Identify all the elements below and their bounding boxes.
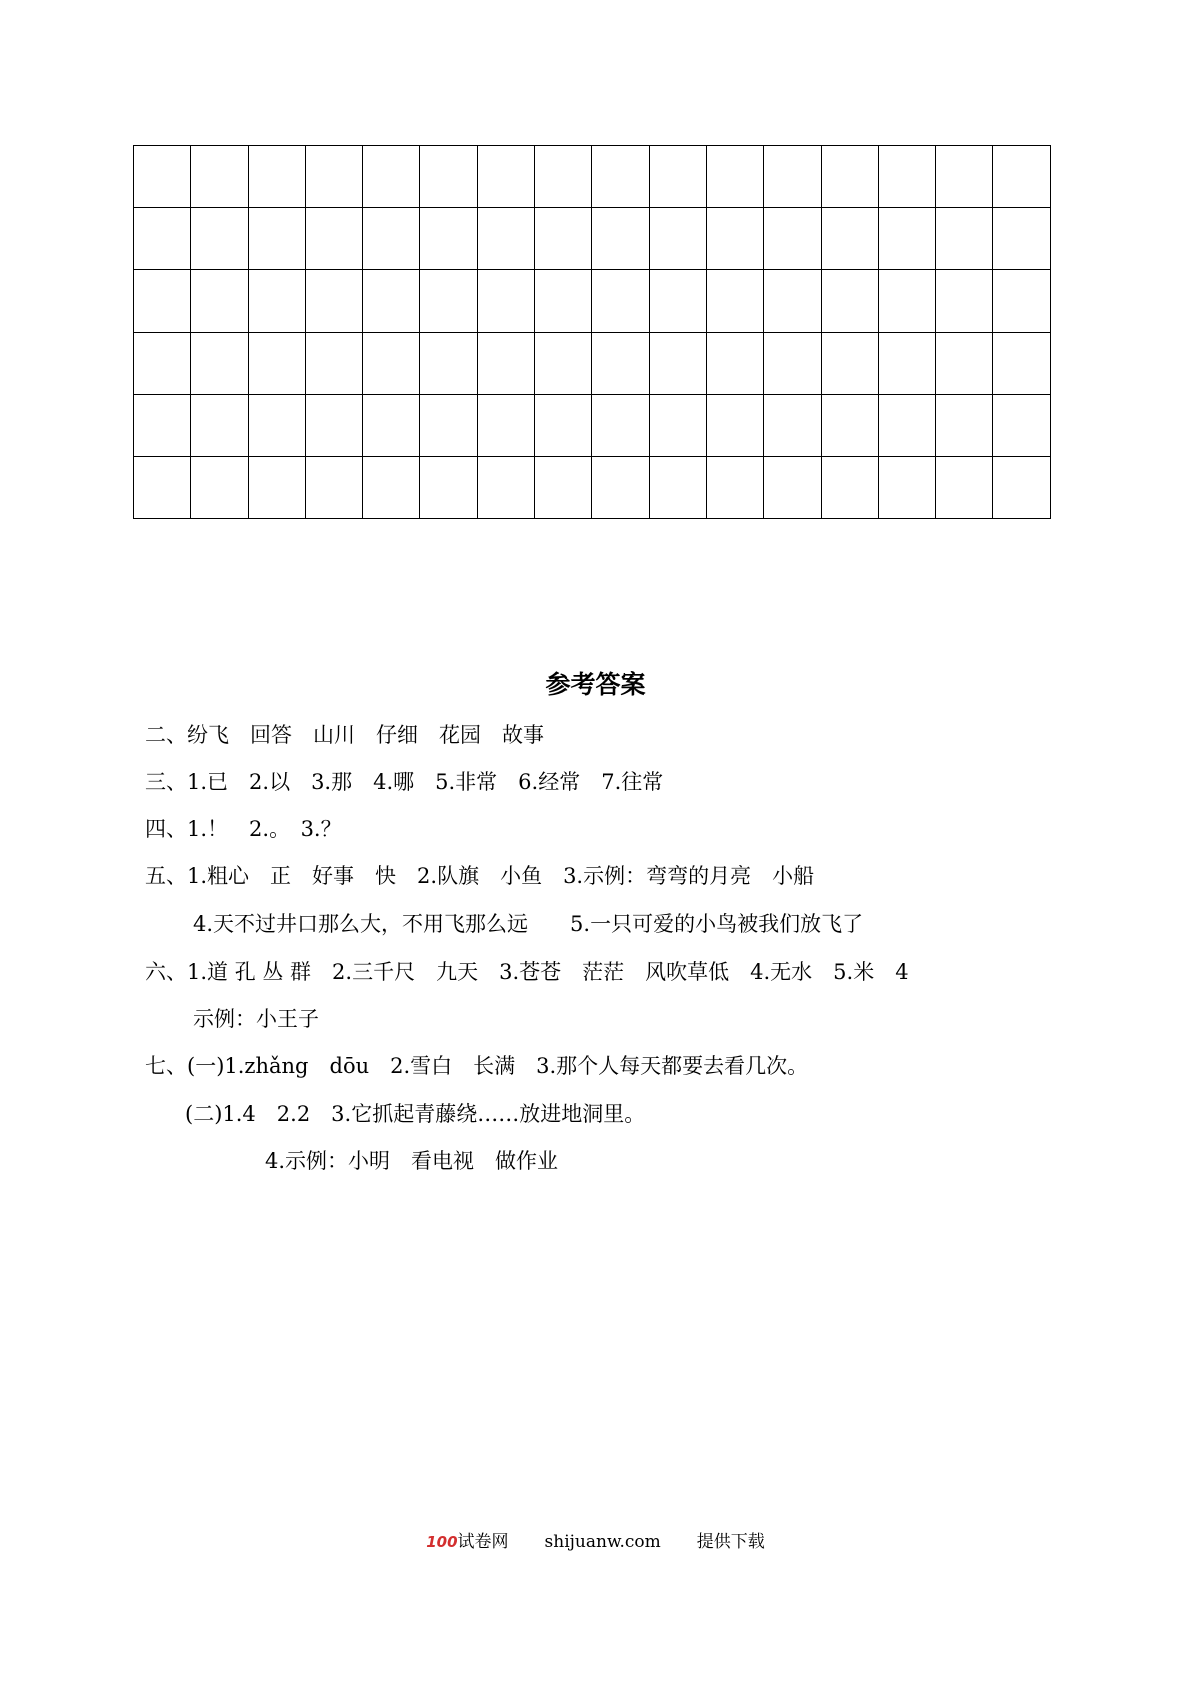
grid-cell: [248, 146, 305, 208]
grid-cell: [420, 394, 477, 456]
grid-cell: [248, 332, 305, 394]
grid-cell: [993, 332, 1050, 394]
grid-cell: [477, 332, 534, 394]
grid-cell: [649, 456, 706, 518]
grid-cell: [363, 394, 420, 456]
grid-cell: [191, 332, 248, 394]
grid-cell: [936, 394, 993, 456]
grid-cell: [305, 208, 362, 270]
grid-cell: [134, 270, 191, 332]
grid-cell: [878, 332, 935, 394]
grid-cell: [134, 456, 191, 518]
grid-cell: [477, 394, 534, 456]
grid-cell: [936, 332, 993, 394]
grid-cell: [420, 332, 477, 394]
page-footer: [0, 1527, 1191, 1552]
grid-cell: [936, 270, 993, 332]
grid-cell: [592, 270, 649, 332]
grid-cell: [764, 146, 821, 208]
grid-cell: [821, 394, 878, 456]
grid-cell: [420, 270, 477, 332]
grid-cell: [649, 146, 706, 208]
grid-cell: [706, 456, 763, 518]
answer-line-7-part2-cont: 4.示例：小明 看电视 做作业: [265, 1149, 559, 1173]
grid-cell: [993, 208, 1050, 270]
grid-cell: [248, 270, 305, 332]
grid-cell: [878, 270, 935, 332]
grid-cell: [535, 270, 592, 332]
grid-cell: [477, 146, 534, 208]
grid-cell: [535, 332, 592, 394]
grid-cell: [420, 208, 477, 270]
grid-cell: [191, 208, 248, 270]
grid-cell: [363, 208, 420, 270]
grid-cell: [535, 146, 592, 208]
answer-line-2: 二、纷飞 回答 山川 仔细 花园 故事: [145, 723, 544, 747]
grid-cell: [878, 208, 935, 270]
grid-cell: [821, 270, 878, 332]
grid-cell: [706, 332, 763, 394]
answer-line-5-cont: 4.天不过井口那么大，不用飞那么远 5.一只可爱的小鸟被我们放飞了: [193, 912, 864, 936]
grid-cell: [993, 146, 1050, 208]
grid-cell: [649, 208, 706, 270]
grid-cell: [363, 146, 420, 208]
grid-cell: [363, 456, 420, 518]
grid-cell: [134, 146, 191, 208]
grid-cell: [764, 270, 821, 332]
grid-cell: [821, 456, 878, 518]
grid-row: [134, 394, 1051, 456]
logo-number: 100: [426, 1533, 458, 1551]
grid-row: [134, 332, 1051, 394]
grid-cell: [420, 456, 477, 518]
grid-cell: [305, 270, 362, 332]
grid-cell: [134, 394, 191, 456]
grid-cell: [649, 270, 706, 332]
grid-cell: [305, 332, 362, 394]
grid-cell: [248, 208, 305, 270]
grid-cell: [191, 146, 248, 208]
grid-cell: [305, 146, 362, 208]
grid-cell: [191, 394, 248, 456]
answer-line-5: 五、1.粗心 正 好事 快 2.队旗 小鱼 3.示例：弯弯的月亮 小船: [145, 864, 815, 888]
grid-cell: [477, 270, 534, 332]
grid-cell: [592, 332, 649, 394]
grid-cell: [535, 394, 592, 456]
grid-cell: [821, 208, 878, 270]
footer-site: shijuanw.com: [544, 1532, 661, 1552]
grid-cell: [706, 270, 763, 332]
grid-row: [134, 208, 1051, 270]
answer-line-6-cont: 示例：小王子: [193, 1007, 319, 1031]
grid-cell: [191, 270, 248, 332]
grid-cell: [477, 208, 534, 270]
grid-cell: [592, 456, 649, 518]
answer-key-title: 参考答案: [545, 670, 646, 699]
answer-line-6: 六、1.道 孔 丛 群 2.三千尺 九天 3.苍苍 茫茫 风吹草低 4.无水 5.米 4: [145, 960, 909, 984]
grid-cell: [477, 456, 534, 518]
grid-cell: [363, 332, 420, 394]
grid-cell: [592, 146, 649, 208]
grid-cell: [363, 270, 420, 332]
answer-line-7: 七、(一)1.zhǎng dōu 2.雪白 长满 3.那个人每天都要去看几次。: [145, 1054, 809, 1078]
grid-cell: [248, 456, 305, 518]
grid-cell: [878, 394, 935, 456]
grid-cell: [821, 146, 878, 208]
grid-cell: [993, 270, 1050, 332]
grid-cell: [191, 456, 248, 518]
answer-line-4: 四、1.！ 2.。 3.？: [145, 817, 342, 841]
grid-cell: [936, 208, 993, 270]
grid-cell: [936, 146, 993, 208]
grid-cell: [592, 208, 649, 270]
grid-cell: [706, 208, 763, 270]
grid-row: [134, 270, 1051, 332]
answer-line-7-part2: (二)1.4 2.2 3.它抓起青藤绕……放进地洞里。: [185, 1102, 646, 1126]
grid-cell: [878, 456, 935, 518]
grid-cell: [878, 146, 935, 208]
grid-cell: [305, 394, 362, 456]
answer-line-3: 三、1.已 2.以 3.那 4.哪 5.非常 6.经常 7.往常: [145, 770, 664, 794]
grid-cell: [649, 394, 706, 456]
grid-row: [134, 456, 1051, 518]
grid-cell: [764, 456, 821, 518]
grid-cell: [764, 394, 821, 456]
grid-cell: [764, 332, 821, 394]
grid-cell: [592, 394, 649, 456]
footer-note: 提供下载: [696, 1532, 765, 1552]
grid-row: [134, 146, 1051, 208]
grid-cell: [248, 394, 305, 456]
grid-cell: [993, 456, 1050, 518]
grid-cell: [535, 208, 592, 270]
grid-cell: [535, 456, 592, 518]
grid-cell: [764, 208, 821, 270]
grid-cell: [134, 332, 191, 394]
grid-cell: [134, 208, 191, 270]
grid-cell: [936, 456, 993, 518]
grid-cell: [993, 394, 1050, 456]
grid-cell: [305, 456, 362, 518]
logo-text: 试卷网: [457, 1532, 509, 1552]
grid-cell: [649, 332, 706, 394]
writing-grid: [133, 145, 1051, 519]
grid-cell: [706, 146, 763, 208]
grid-cell: [706, 394, 763, 456]
grid-cell: [821, 332, 878, 394]
grid-cell: [420, 146, 477, 208]
